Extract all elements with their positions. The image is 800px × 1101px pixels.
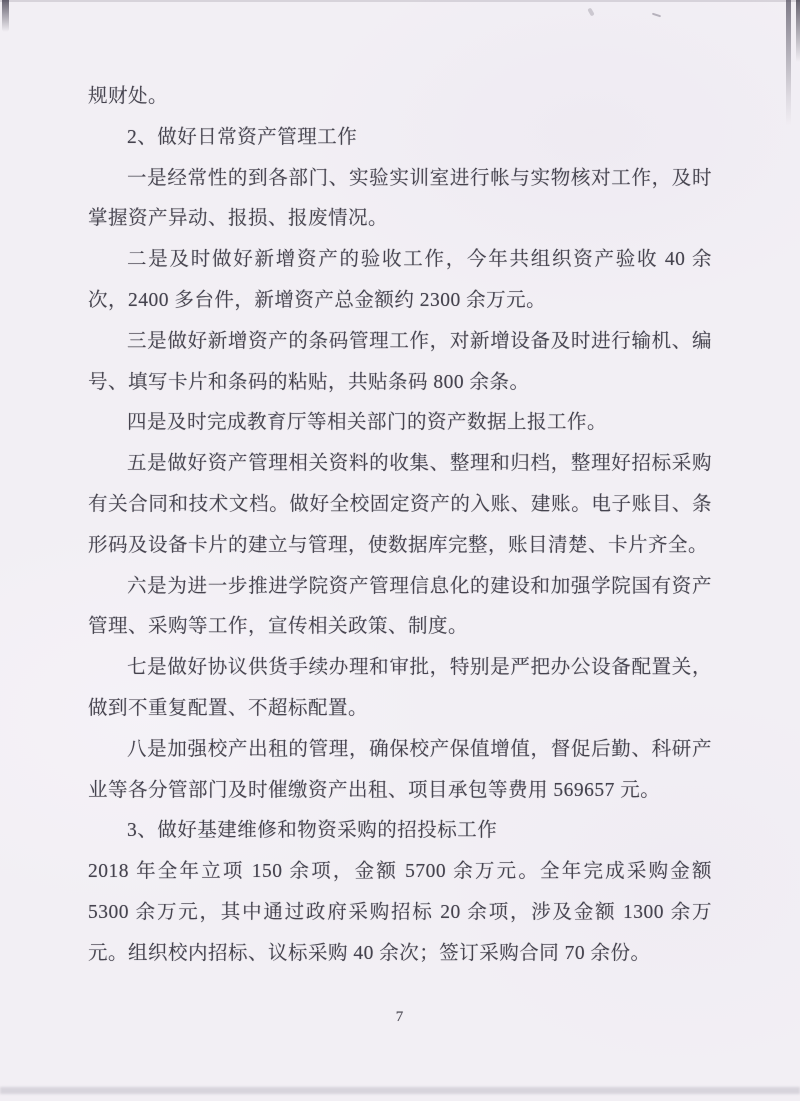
paragraph: 2、做好日常资产管理工作	[127, 126, 358, 148]
paragraph: 2018 年全年立项 150 余项，金额 5700 余万元。全年完成采购金额 5300 余万元，其中通过政府采购招标 20 余项，涉及金额 1300 余万元。组织校内招标、议标采购 40 余次；签订采购合同 70 余份。	[88, 861, 712, 964]
paragraph: 六是为进一步推进学院资产管理信息化的建设和加强学院国有资产管理、采购等工作，宣传相关政策、制度。	[88, 575, 712, 638]
paragraph: 四是及时完成教育厅等相关部门的资产数据上报工作。	[127, 412, 608, 434]
scan-speck	[587, 8, 594, 17]
document-body-text	[88, 77, 712, 975]
scan-edge-top-left	[2, 0, 9, 32]
paragraph: 八是加强校产出租的管理，确保校产保值增值，督促后勤、科研产业等各分管部门及时催缴资产出租、项目承包等费用 569657 元。	[88, 738, 712, 801]
paragraph: 一是经常性的到各部门、实验实训室进行帐与实物核对工作，及时掌握资产异动、报损、报废情况。	[88, 167, 712, 230]
scan-speck	[652, 13, 661, 18]
paragraph: 规财处。	[88, 86, 169, 107]
scan-edge-bottom	[0, 1087, 800, 1094]
paragraph: 七是做好协议供货手续办理和审批，特别是严把办公设备配置关，做到不重复配置、不超标配置。	[88, 657, 712, 719]
paragraph: 3、做好基建维修和物资采购的招投标工作	[127, 820, 498, 842]
scan-edge-right	[786, 0, 791, 125]
scan-edge-top	[0, 0, 800, 2]
paragraph: 二是及时做好新增资产的验收工作，今年共组织资产验收 40 余次，2400 多台件，新增资产总金额约 2300 余万元。	[88, 249, 712, 311]
scan-edge-right-corner	[796, 0, 800, 62]
paragraph: 五是做好资产管理相关资料的收集、整理和归档，整理好招标采购有关合同和技术文档。做好全校固定资产的入账、建账。电子账目、条形码及设备卡片的建立与管理，使数据库完整，账目清楚、卡片齐全。	[88, 453, 712, 556]
page-number: 7	[395, 1009, 405, 1025]
paragraph: 三是做好新增资产的条码管理工作，对新增设备及时进行输机、编号、填写卡片和条码的粘贴，共贴条码 800 余条。	[88, 330, 712, 393]
